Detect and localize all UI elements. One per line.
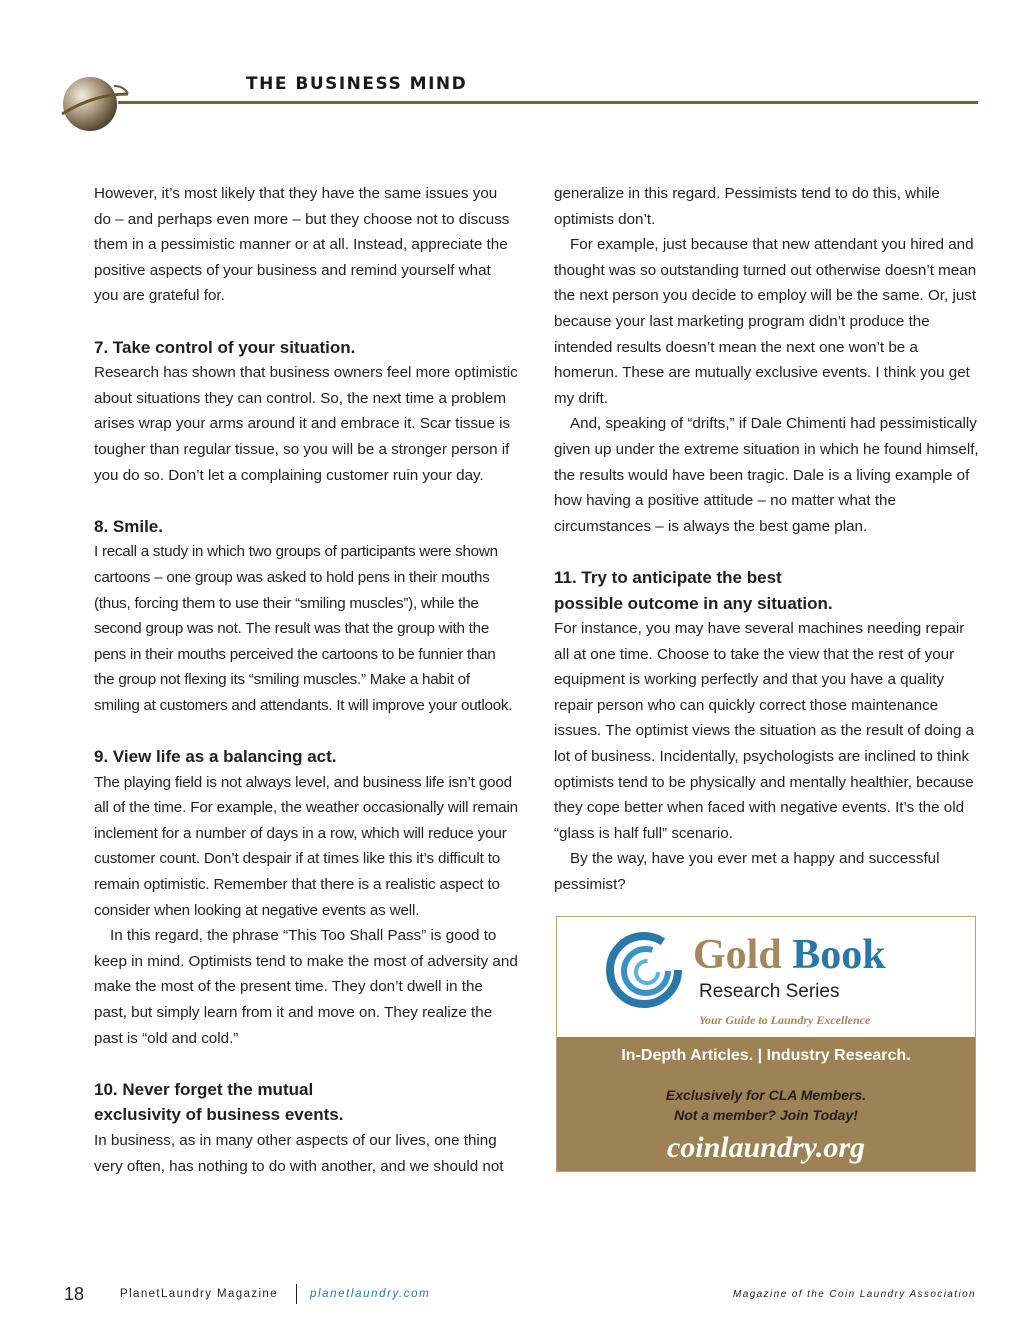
ad-headline: In-Depth Articles. | Industry Research. [621, 1047, 911, 1064]
paragraph-9b: In this regard, the phrase “This Too Shall Pass” is good to keep in mind. Optimists tend to make the most of adversity and make the most of the present time. They don’t dwell in the past, but simply learn from it and move on. They realize the past is “old and cold.” [94, 927, 518, 1047]
heading-8: 8. Smile. [94, 516, 163, 536]
ad-members-line1: Exclusively for CLA Members. [665, 1087, 867, 1103]
paragraph-10: In business, as in many other aspects of our lives, one thing very often, has nothing to do with another, and we should not [94, 1131, 504, 1175]
heading-10-line1: 10. Never forget the mutual [94, 1079, 314, 1099]
swirl-logo-icon [605, 931, 683, 1009]
gold-book-ad[interactable] [556, 916, 976, 1172]
page-footer [0, 1284, 1024, 1308]
association-name: Magazine of the Coin Laundry Association [733, 1289, 976, 1300]
ad-members-line2: Not a member? Join Today! [674, 1107, 858, 1123]
header-rule [118, 101, 978, 104]
footer-divider [296, 1284, 297, 1304]
ad-bottom-panel [557, 1037, 975, 1171]
heading-10-line2: exclusivity of business events. [94, 1105, 344, 1125]
paragraph-10-continued: generalize in this regard. Pessimists tend to do this, while optimists don’t. [554, 185, 940, 228]
left-column [94, 181, 518, 1179]
paragraph-11a: For instance, you may have several machines needing repair all at one time. Choose to take the view that the rest of your equipment is working perfectly and that you have a quality repair person who can quickly correct those maintenance issues. The optimist views the situation as the result of doing a lot of business. Incidentally, psychologists are inclined to think optimists tend to be physically and mentally healthier, because they cope better when faced with negative events. It’s the old “glass is half full” scenario. [554, 620, 975, 842]
paragraph-11b: By the way, have you ever met a happy and successful pessimist? [554, 850, 940, 894]
paragraph-intro: However, it’s most likely that they have the same issues you do – and perhaps even more – but they choose not to discuss them in a pessimistic manner or at all. Instead, appreciate the positive aspects of your business and remind yourself what you are grateful for. [94, 185, 510, 305]
heading-9: 9. View life as a balancing act. [94, 747, 337, 767]
ad-title-gold: Gold [693, 932, 782, 978]
page-number: 18 [64, 1284, 85, 1304]
ad-url-link[interactable]: coinlaundry.org [666, 1131, 866, 1164]
website-link[interactable]: planetlaundry.com [310, 1288, 431, 1300]
paragraph-10b: For example, just because that new attendant you hired and thought was so outstanding turned out otherwise doesn’t mean the next person you decide to employ will be the same. Or, just because your last marketing program didn’t produce the intended results doesn’t mean the next one won’t be a homerun. These are mutually exclusive events. I think you get my drift. [554, 236, 977, 407]
paragraph-9a: The playing field is not always level, and business life isn’t good all of the time. For example, the weather occasionally will remain inclement for a number of days in a row, which will reduce your customer count. Don’t despair if at times like this it’s difficult to remain optimistic. Remember that there is a realistic aspect to consider when looking at negative events as well. [94, 773, 518, 919]
right-column [554, 181, 980, 898]
heading-7: 7. Take control of your situation. [94, 337, 356, 357]
paragraph-10c: And, speaking of “drifts,” if Dale Chimenti had pessimistically given up under the extreme situation in which he found himself, the results would have been tragic. Dale is a living example of how having a positive attitude – no matter what the circumstances – is always the best game plan. [554, 415, 979, 535]
ad-members-text [557, 1085, 975, 1125]
paragraph-8: I recall a study in which two groups of participants were shown cartoons – one group was asked to hold pens in their mouths (thus, forcing them to use their “smiling muscles”), while the second group was not. The result was that the group with the pens in their mouths perceived the cartoons to be funnier than the group not flexing its “smiling muscles.” Make a habit of smiling at customers and attendants. It will improve your outlook. [94, 543, 513, 714]
ad-top-panel [557, 917, 975, 1037]
heading-11-line1: 11. Try to anticipate the best [554, 567, 782, 587]
magazine-name: PlanetLaundry Magazine [120, 1288, 279, 1300]
heading-11-line2: possible outcome in any situation. [554, 593, 833, 613]
ad-subtitle: Research Series [699, 981, 840, 1002]
section-title: THE BUSINESS MIND [246, 74, 468, 94]
ad-title-book: Book [792, 932, 886, 978]
ad-tagline: Your Guide to Laundry Excellence [699, 1013, 871, 1027]
ad-title [693, 931, 886, 979]
paragraph-7: Research has shown that business owners feel more optimistic about situations they can control. So, the next time a problem arises wrap your arms around it and embrace it. Scar tissue is tougher than regular tissue, so you will be a stronger person if you do so. Don’t let a complaining customer ruin your day. [94, 364, 518, 484]
